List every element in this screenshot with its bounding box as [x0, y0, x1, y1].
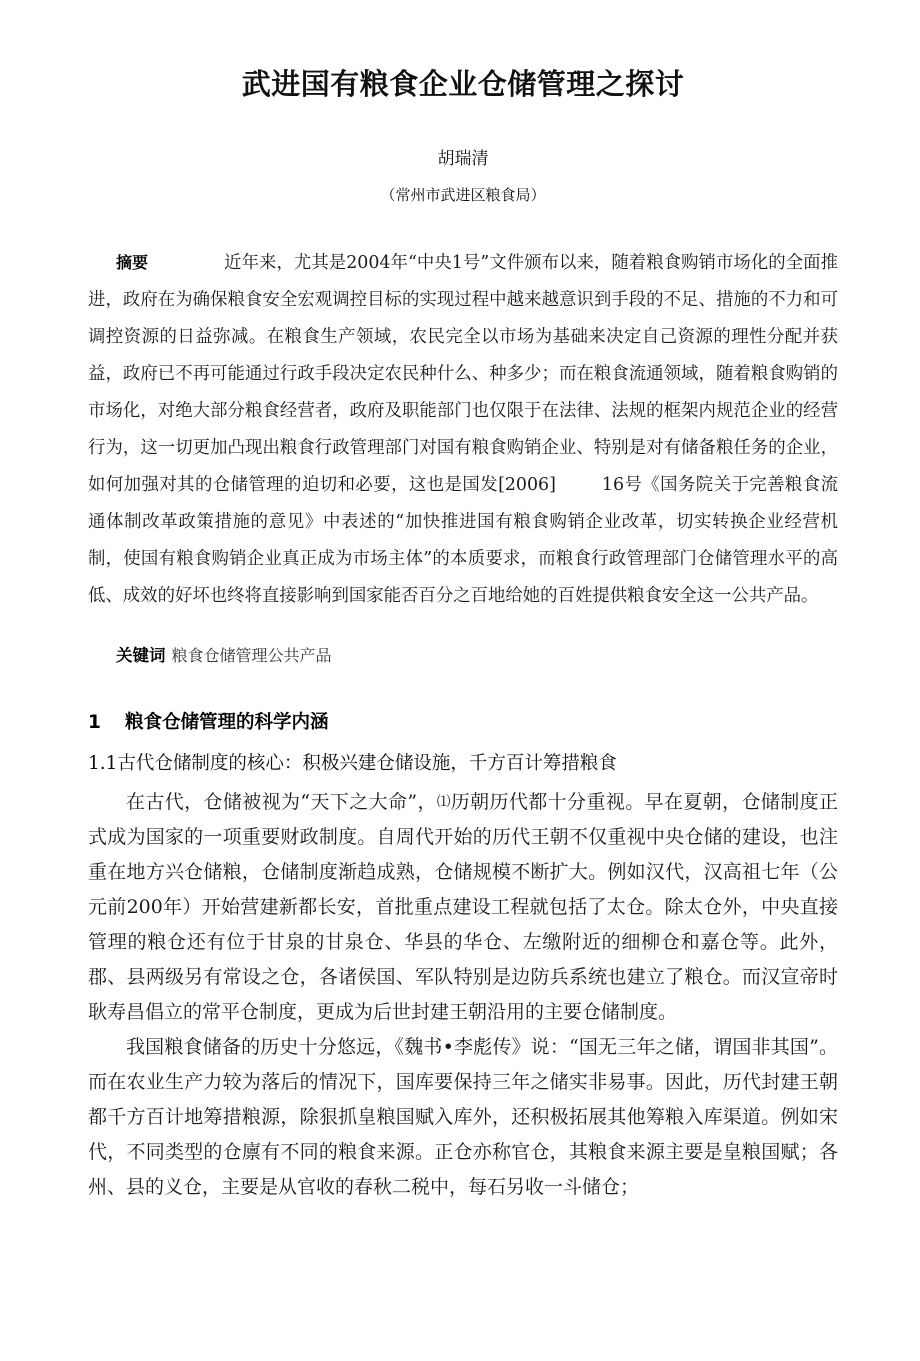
abstract-block — [88, 206, 838, 615]
author-affiliation: （常州市武进区粮食局） — [380, 186, 546, 205]
keywords-label: 关键词 — [116, 645, 166, 665]
body-paragraph: 我国粮食储备的历史十分悠远，《魏书•李彪传》说：“国无三年之储，谓国非其国”。而在农业生产力较为落后的情况下，国库要保持三年之储实非易事。因此，历代封建王朝都千方百计地筹措粮源，除狠抓皇粮国赋入库外，还积极拓展其他筹粮入库渠道。例如宋代，不同类型的仓廪有不同的粮食来源。正仓亦称官仓，其粮食来源主要是皇粮国赋；各州、县的义仓，主要是从官收的春秋二税中，每石另收一斗储仓； — [88, 1035, 838, 1198]
keywords-line — [88, 615, 838, 671]
section-1-title: 粮食仓储管理的科学内涵 — [125, 711, 329, 733]
abstract-paragraph — [88, 244, 838, 615]
section-1-heading — [88, 671, 838, 739]
body-paragraph — [88, 781, 838, 1030]
paragraph-text-part1: 在古代，仓储被视为“天下之大命”， — [126, 790, 437, 813]
abstract-text-part1: 近年来，尤其是2004年“中央1号”文件颁布以来，随着粮食购销市场化的全面推进，政府在为确保粮食安全宏观调控目标的实现过程中越来越意识到手段的不足、措施的不力和可调控资源的日益弥减。在粮食生产领域，农民完全以市场为基础来决定自己资源的理性分配并获益，政府已不再可能通过行政手段决定农民种什么、种多少；而在粮食流通领域，随着粮食购销的市场化，对绝大部分粮食经营者，政府及职能部门也仅限于在法律、法规的框架内规范企业的经营行为，这一切更加凸现出粮食行政管理部门对国有粮食购销企业、特别是对有储备粮任务的企业，如何加强对其的仓储管理的迫切和必要，这也是国发[2006] — [88, 252, 838, 495]
paragraph-text-part2: 历朝历代都十分重视。早在夏朝，仓储制度正式成为国家的一项重要财政制度。自周代开始的历代王朝不仅重视中央仓储的建设，也注重在地方兴仓储粮，仓储制度渐趋成熟，仓储规模不断扩大。例如汉代，汉高祖七年（公元前200年）开始营建新都长安，首批重点建设工程就包括了太仓。除太仓外，中央直接管理的粮仓还有位于甘泉的甘泉仓、华县的华仓、左缴附近的细柳仓和嘉仓等。此外，郡、县两级另有常设之仓，各诸侯国、军队特别是边防兵系统也建立了粮仓。而汉宣帝时耿寿昌倡立的常平仓制度，更成为后世封建王朝沿用的主要仓储制度。 — [88, 790, 838, 1023]
page-title: 武进国有粮食企业仓储管理之探讨 — [241, 67, 685, 101]
citation-marker: ⑴ — [436, 793, 451, 810]
abstract-text-part2: 16号《国务院关于完善粮食流通体制改革政策措施的意见》中表述的“加快推进国有粮食购销企业改革，切实转换企业经营机制，使国有粮食购销企业真正成为市场主体”的本质要求，而粮食行政管理部门仓储管理水平的高低、成效的好坏也终将直接影响到国家能否百分之百地给她的百姓提供粮食安全这一公共产品。 — [88, 474, 838, 606]
author-name: 胡瑞清 — [437, 149, 489, 170]
abstract-label: 摘要 — [116, 252, 149, 272]
section-1-number: 1 — [88, 711, 101, 733]
keywords-value: 粮食仓储管理公共产品 — [171, 645, 332, 665]
section-1-1-subheading: 1.1古代仓储制度的核心：积极兴建仓储设施，千方百计筹措粮食 — [88, 752, 617, 774]
